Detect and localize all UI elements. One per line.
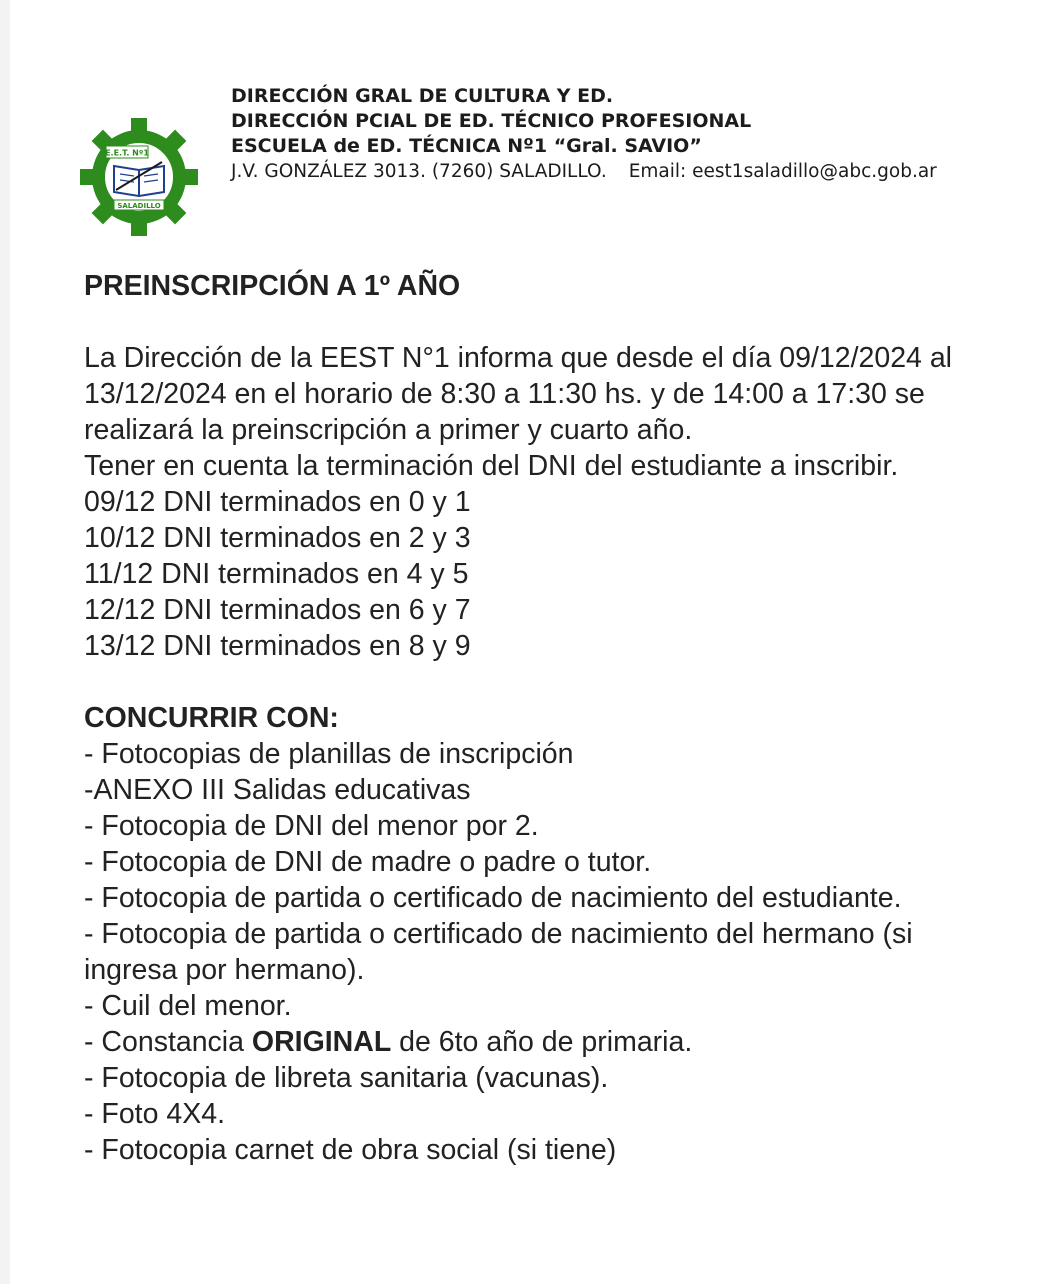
header-address-line <box>231 159 1031 184</box>
header-line-3: ESCUELA de ED. TÉCNICA Nº1 “Gral. SAVIO” <box>231 135 702 157</box>
requirement-item: - Fotocopias de planillas de inscripción <box>84 738 574 770</box>
school-logo-icon <box>80 118 198 236</box>
requirements-list <box>84 736 1044 1168</box>
requirement-item: - Fotocopia de libreta sanitaria (vacunas). <box>84 1062 609 1094</box>
header-line-1: DIRECCIÓN GRAL DE CULTURA Y ED. <box>231 85 614 107</box>
intro-line: La Dirección de la EEST N°1 informa que desde el día 09/12/2024 al <box>84 342 952 374</box>
page-left-strip <box>0 0 10 1284</box>
requirement-item: -ANEXO III Salidas educativas <box>84 774 471 806</box>
requirement-item: ingresa por hermano). <box>84 954 365 986</box>
requirement-item: - Fotocopia de partida o certificado de nacimiento del hermano (si <box>84 918 913 950</box>
header-line-2: DIRECCIÓN PCIAL DE ED. TÉCNICO PROFESIONAL <box>231 110 752 132</box>
requirement-item: - Foto 4X4. <box>84 1098 225 1130</box>
constancia-original: ORIGINAL <box>251 1026 392 1058</box>
page-title: PREINSCRIPCIÓN A 1º AÑO <box>84 270 461 302</box>
requirement-item: - Fotocopia de DNI del menor por 2. <box>84 810 539 842</box>
schedule-item: 12/12 DNI terminados en 6 y 7 <box>84 594 471 626</box>
letterhead <box>231 84 1031 184</box>
document-body <box>84 268 1044 1168</box>
schedule-item: 09/12 DNI terminados en 0 y 1 <box>84 486 471 518</box>
intro-line: Tener en cuenta la terminación del DNI del estudiante a inscribir. <box>84 450 899 482</box>
requirement-item: - Cuil del menor. <box>84 990 292 1022</box>
logo-top-text: E.E.T. Nº1 <box>105 148 149 158</box>
logo-bottom-text: SALADILLO <box>117 202 161 210</box>
schedule-item: 10/12 DNI terminados en 2 y 3 <box>84 522 471 554</box>
header-address: J.V. GONZÁLEZ 3013. (7260) SALADILLO. <box>231 161 607 182</box>
schedule-item: 11/12 DNI terminados en 4 y 5 <box>84 558 469 590</box>
requirement-item: - Fotocopia carnet de obra social (si tiene) <box>84 1134 617 1166</box>
header-email: Email: eest1saladillo@abc.gob.ar <box>628 161 937 182</box>
requirement-item: - Fotocopia de DNI de madre o padre o tutor. <box>84 846 652 878</box>
intro-line: 13/12/2024 en el horario de 8:30 a 11:30 hs. y de 14:00 a 17:30 se <box>84 378 925 410</box>
intro-line: realizará la preinscripción a primer y cuarto año. <box>84 414 693 446</box>
constancia-suffix: de 6to año de primaria. <box>391 1026 693 1058</box>
requirement-item: - Fotocopia de partida o certificado de nacimiento del estudiante. <box>84 882 902 914</box>
schedule-item: 13/12 DNI terminados en 8 y 9 <box>84 630 471 662</box>
constancia-prefix: - Constancia <box>84 1026 252 1058</box>
requirement-item-constancia <box>84 1024 1044 1060</box>
requirements-title: CONCURRIR CON: <box>84 702 339 734</box>
intro-paragraph <box>84 340 1044 664</box>
